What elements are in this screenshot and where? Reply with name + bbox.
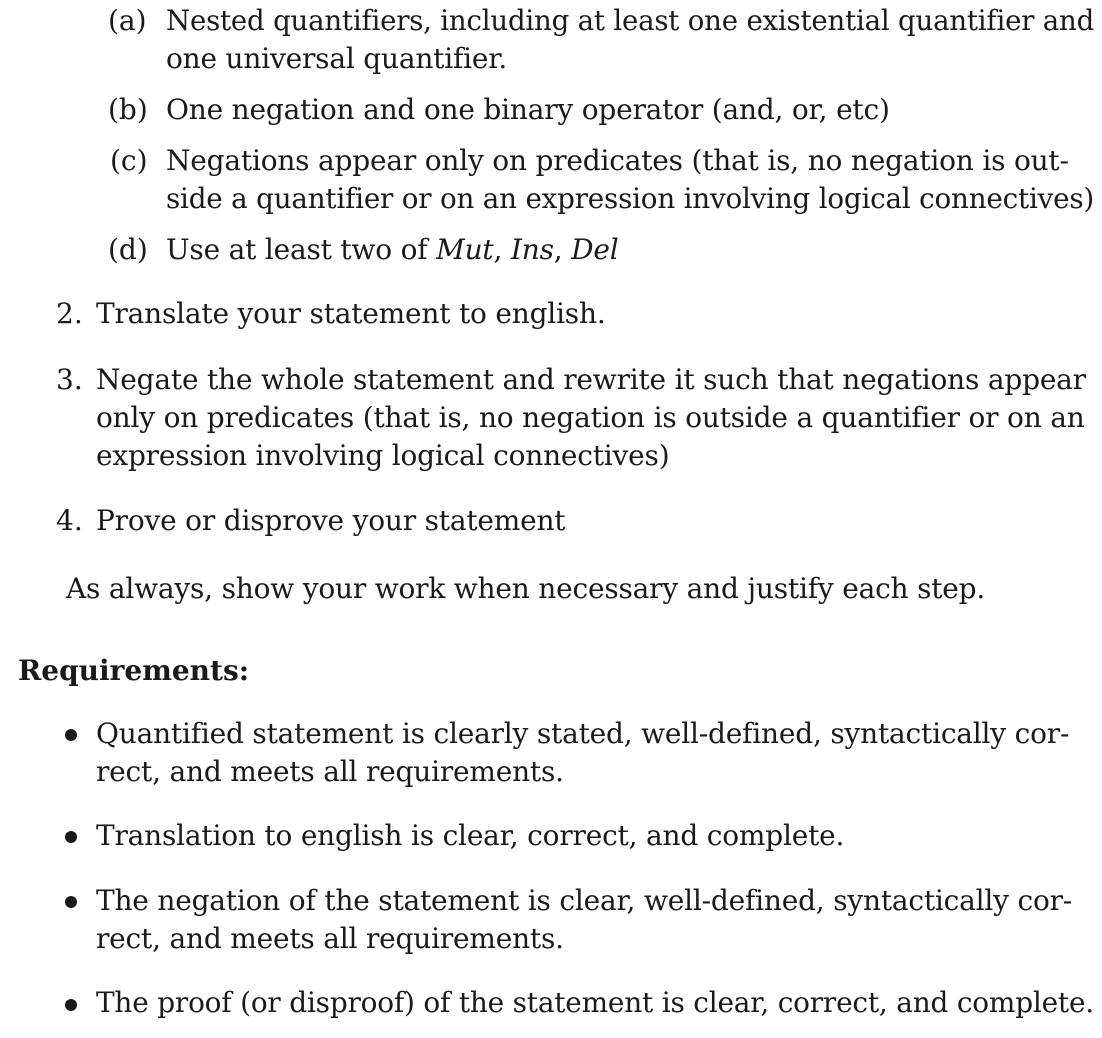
bullet-point — [65, 831, 77, 843]
closing-note: As always, show your work when necessary and justify each step. — [66, 572, 986, 605]
sub-item-marker-b: (b) — [108, 93, 148, 126]
term-del: Del — [571, 233, 619, 266]
bullet-point — [65, 896, 77, 908]
term-separator: , — [493, 233, 511, 266]
requirement-1-line-2: rect, and meets all requirements. — [96, 755, 564, 788]
item-3-line-2: only on predicates (that is, no negation is outside a quantifier or on an — [96, 401, 1085, 434]
term-ins: Ins — [510, 233, 554, 266]
item-4-line-1: Prove or disprove your statement — [96, 504, 566, 537]
item-marker-2: 2. — [56, 297, 83, 330]
sub-item-a-line-2: one universal quantifier. — [166, 42, 508, 75]
sub-item-b-line-1: One negation and one binary operator (and, or, etc) — [166, 93, 890, 126]
requirement-1-line-1: Quantified statement is clearly stated, well-defined, syntactically cor- — [96, 717, 1070, 750]
sub-item-c-line-2: side a quantifier or on an expression involving logical connectives) — [166, 182, 1095, 215]
item-3-line-3: expression involving logical connectives) — [96, 439, 670, 472]
sub-item-marker-c: (c) — [110, 144, 148, 177]
term-separator: , — [553, 233, 572, 266]
requirement-3-line-2: rect, and meets all requirements. — [96, 922, 564, 955]
item-marker-4: 4. — [56, 504, 83, 537]
term-mut: Mut — [436, 233, 494, 266]
sub-item-marker-a: (a) — [108, 4, 147, 37]
sub-item-a-line-1: Nested quantifiers, including at least one existential quantifier and — [166, 4, 1095, 37]
requirement-3-line-1: The negation of the statement is clear, well-defined, syntactically cor- — [96, 884, 1073, 917]
item-marker-3: 3. — [56, 363, 83, 396]
item-2-line-1: Translate your statement to english. — [96, 297, 606, 330]
requirement-4-line-1: The proof (or disproof) of the statement is clear, correct, and complete. — [96, 986, 1094, 1019]
bullet-point — [65, 999, 77, 1011]
requirement-2-line-1: Translation to english is clear, correct, and complete. — [96, 819, 845, 852]
sub-item-marker-d: (d) — [108, 233, 148, 266]
requirements-heading: Requirements: — [18, 654, 250, 687]
sub-item-d-line-1 — [166, 231, 619, 269]
bullet-point — [65, 729, 77, 741]
item-3-line-1: Negate the whole statement and rewrite it such that negations appear — [96, 363, 1086, 396]
sub-item-c-line-1: Negations appear only on predicates (that is, no negation is out- — [166, 144, 1069, 177]
sub-item-d-prefix: Use at least two of — [166, 233, 437, 266]
